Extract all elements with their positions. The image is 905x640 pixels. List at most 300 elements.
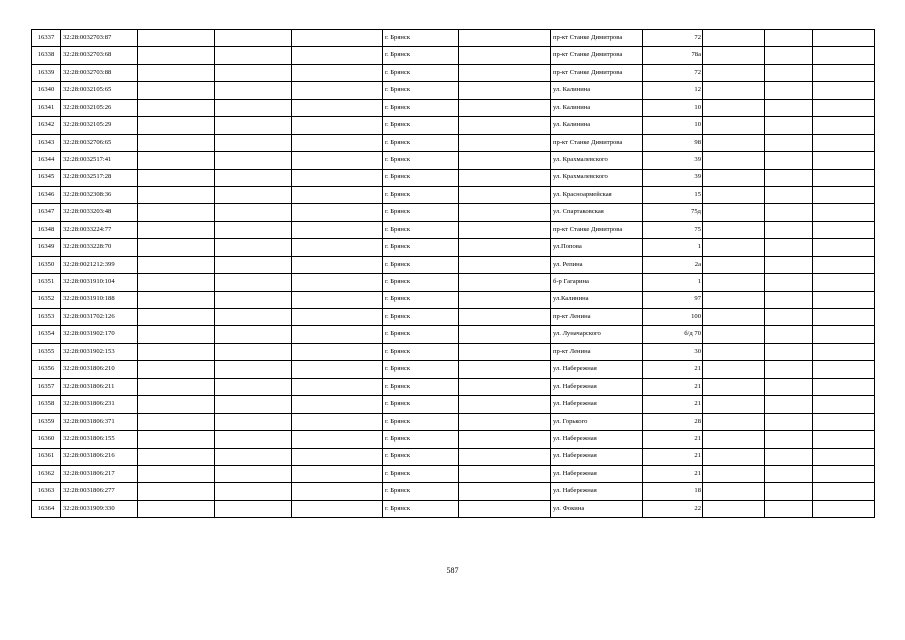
empty-cell: [138, 30, 215, 47]
empty-cell: [215, 309, 292, 326]
empty-cell: [765, 343, 813, 360]
cadastral-number-cell: 32:28:0031702:126: [61, 309, 138, 326]
street-cell: ул. Крахмалевского: [551, 169, 643, 186]
empty-cell: [813, 343, 875, 360]
empty-cell: [138, 117, 215, 134]
house-number-cell: 97: [643, 291, 703, 308]
street-cell: ул. Фокина: [551, 500, 643, 517]
empty-cell: [813, 204, 875, 221]
house-number-cell: 39: [643, 169, 703, 186]
empty-cell: [138, 82, 215, 99]
empty-cell: [765, 465, 813, 482]
empty-cell: [138, 361, 215, 378]
row-number-cell: 16351: [32, 274, 61, 291]
cadastral-number-cell: 32:28:0031902:153: [61, 343, 138, 360]
empty-cell: [765, 274, 813, 291]
empty-cell: [703, 274, 765, 291]
street-cell: ул. Крахмалевского: [551, 152, 643, 169]
cadastral-number-cell: 32:28:0033203:48: [61, 204, 138, 221]
empty-cell: [459, 99, 551, 116]
empty-cell: [703, 465, 765, 482]
cadastral-number-cell: 32:28:0031910:104: [61, 274, 138, 291]
empty-cell: [459, 448, 551, 465]
empty-cell: [765, 64, 813, 81]
cadastral-number-cell: 32:28:0031806:155: [61, 431, 138, 448]
empty-cell: [703, 204, 765, 221]
city-cell: г. Брянск: [383, 99, 459, 116]
house-number-cell: 72: [643, 64, 703, 81]
empty-cell: [138, 396, 215, 413]
register-table: [31, 29, 875, 518]
empty-cell: [459, 378, 551, 395]
empty-cell: [292, 239, 383, 256]
empty-cell: [703, 134, 765, 151]
street-cell: ул. Калинина: [551, 82, 643, 99]
table-row: [32, 30, 875, 47]
empty-cell: [292, 326, 383, 343]
house-number-cell: б/д 70: [643, 326, 703, 343]
cadastral-number-cell: 32:28:0032703:87: [61, 30, 138, 47]
house-number-cell: 75: [643, 221, 703, 238]
empty-cell: [703, 431, 765, 448]
table-row: [32, 343, 875, 360]
city-cell: г. Брянск: [383, 186, 459, 203]
house-number-cell: 21: [643, 465, 703, 482]
city-cell: г. Брянск: [383, 413, 459, 430]
row-number-cell: 16337: [32, 30, 61, 47]
empty-cell: [703, 221, 765, 238]
empty-cell: [215, 30, 292, 47]
cadastral-number-cell: 32:28:0031806:210: [61, 361, 138, 378]
empty-cell: [765, 326, 813, 343]
row-number-cell: 16360: [32, 431, 61, 448]
empty-cell: [138, 186, 215, 203]
empty-cell: [292, 99, 383, 116]
empty-cell: [215, 361, 292, 378]
empty-cell: [813, 396, 875, 413]
empty-cell: [765, 378, 813, 395]
empty-cell: [459, 343, 551, 360]
empty-cell: [215, 378, 292, 395]
empty-cell: [138, 413, 215, 430]
empty-cell: [765, 204, 813, 221]
cadastral-number-cell: 32:28:0031806:231: [61, 396, 138, 413]
row-number-cell: 16348: [32, 221, 61, 238]
empty-cell: [292, 30, 383, 47]
empty-cell: [765, 99, 813, 116]
row-number-cell: 16362: [32, 465, 61, 482]
empty-cell: [215, 82, 292, 99]
table-row: [32, 431, 875, 448]
house-number-cell: 28: [643, 413, 703, 430]
empty-cell: [703, 169, 765, 186]
cadastral-number-cell: 32:28:0032308:36: [61, 186, 138, 203]
empty-cell: [138, 239, 215, 256]
empty-cell: [459, 64, 551, 81]
empty-cell: [765, 47, 813, 64]
empty-cell: [703, 483, 765, 500]
table-row: [32, 256, 875, 273]
empty-cell: [703, 99, 765, 116]
house-number-cell: 1: [643, 239, 703, 256]
empty-cell: [138, 483, 215, 500]
cadastral-number-cell: 32:28:0031909:330: [61, 500, 138, 517]
street-cell: пр-кт Станке Димитрова: [551, 47, 643, 64]
street-cell: пр-кт Станке Димитрова: [551, 221, 643, 238]
empty-cell: [215, 221, 292, 238]
city-cell: г. Брянск: [383, 256, 459, 273]
empty-cell: [459, 500, 551, 517]
row-number-cell: 16355: [32, 343, 61, 360]
empty-cell: [215, 186, 292, 203]
empty-cell: [765, 152, 813, 169]
table-row: [32, 326, 875, 343]
city-cell: г. Брянск: [383, 64, 459, 81]
table-row: [32, 465, 875, 482]
street-cell: пр-кт Станке Димитрова: [551, 64, 643, 81]
empty-cell: [292, 256, 383, 273]
table-row: [32, 274, 875, 291]
street-cell: пр-кт Станке Димитрова: [551, 30, 643, 47]
empty-cell: [813, 256, 875, 273]
empty-cell: [703, 291, 765, 308]
city-cell: г. Брянск: [383, 448, 459, 465]
empty-cell: [459, 256, 551, 273]
empty-cell: [765, 169, 813, 186]
row-number-cell: 16349: [32, 239, 61, 256]
cadastral-number-cell: 32:28:0033224:77: [61, 221, 138, 238]
empty-cell: [292, 64, 383, 81]
empty-cell: [813, 361, 875, 378]
empty-cell: [215, 204, 292, 221]
street-cell: ул. Набережная: [551, 431, 643, 448]
table-row: [32, 239, 875, 256]
street-cell: ул. Луначарского: [551, 326, 643, 343]
empty-cell: [459, 431, 551, 448]
empty-cell: [215, 152, 292, 169]
empty-cell: [703, 500, 765, 517]
empty-cell: [765, 483, 813, 500]
street-cell: б-р Гагарина: [551, 274, 643, 291]
empty-cell: [765, 82, 813, 99]
house-number-cell: 21: [643, 378, 703, 395]
cadastral-number-cell: 32:28:0032703:68: [61, 47, 138, 64]
empty-cell: [703, 326, 765, 343]
empty-cell: [459, 326, 551, 343]
empty-cell: [138, 431, 215, 448]
table-row: [32, 291, 875, 308]
row-number-cell: 16363: [32, 483, 61, 500]
street-cell: ул. Красноармейская: [551, 186, 643, 203]
empty-cell: [138, 204, 215, 221]
empty-cell: [459, 82, 551, 99]
empty-cell: [138, 256, 215, 273]
street-cell: пр-кт Ленина: [551, 309, 643, 326]
row-number-cell: 16339: [32, 64, 61, 81]
empty-cell: [138, 378, 215, 395]
table-row: [32, 483, 875, 500]
house-number-cell: 10: [643, 117, 703, 134]
table-row: [32, 396, 875, 413]
empty-cell: [703, 239, 765, 256]
city-cell: г. Брянск: [383, 309, 459, 326]
cadastral-number-cell: 32:28:0032105:26: [61, 99, 138, 116]
table-row: [32, 64, 875, 81]
empty-cell: [292, 343, 383, 360]
city-cell: г. Брянск: [383, 483, 459, 500]
cadastral-number-cell: 32:28:0032105:29: [61, 117, 138, 134]
city-cell: г. Брянск: [383, 204, 459, 221]
cadastral-number-cell: 32:28:0031806:217: [61, 465, 138, 482]
house-number-cell: 78а: [643, 47, 703, 64]
cadastral-number-cell: 32:28:0032706:65: [61, 134, 138, 151]
row-number-cell: 16345: [32, 169, 61, 186]
house-number-cell: 21: [643, 431, 703, 448]
empty-cell: [292, 431, 383, 448]
city-cell: г. Брянск: [383, 169, 459, 186]
city-cell: г. Брянск: [383, 326, 459, 343]
empty-cell: [138, 448, 215, 465]
city-cell: г. Брянск: [383, 221, 459, 238]
row-number-cell: 16364: [32, 500, 61, 517]
empty-cell: [765, 309, 813, 326]
empty-cell: [138, 152, 215, 169]
empty-cell: [215, 47, 292, 64]
city-cell: г. Брянск: [383, 152, 459, 169]
empty-cell: [459, 169, 551, 186]
row-number-cell: 16353: [32, 309, 61, 326]
empty-cell: [138, 134, 215, 151]
empty-cell: [459, 309, 551, 326]
table-row: [32, 117, 875, 134]
empty-cell: [813, 378, 875, 395]
empty-cell: [292, 361, 383, 378]
street-cell: ул. Калинина: [551, 117, 643, 134]
empty-cell: [813, 221, 875, 238]
empty-cell: [138, 64, 215, 81]
house-number-cell: 18: [643, 483, 703, 500]
empty-cell: [813, 82, 875, 99]
empty-cell: [703, 378, 765, 395]
house-number-cell: 39: [643, 152, 703, 169]
street-cell: ул. Калинина: [551, 99, 643, 116]
row-number-cell: 16352: [32, 291, 61, 308]
table-row: [32, 378, 875, 395]
empty-cell: [459, 361, 551, 378]
empty-cell: [292, 274, 383, 291]
table-row: [32, 361, 875, 378]
empty-cell: [765, 256, 813, 273]
table-row: [32, 221, 875, 238]
empty-cell: [215, 465, 292, 482]
empty-cell: [765, 448, 813, 465]
cadastral-number-cell: 32:28:0032517:41: [61, 152, 138, 169]
house-number-cell: 10: [643, 99, 703, 116]
row-number-cell: 16344: [32, 152, 61, 169]
empty-cell: [459, 204, 551, 221]
row-number-cell: 16338: [32, 47, 61, 64]
empty-cell: [813, 64, 875, 81]
cadastral-number-cell: 32:28:0031806:277: [61, 483, 138, 500]
empty-cell: [813, 465, 875, 482]
row-number-cell: 16350: [32, 256, 61, 273]
row-number-cell: 16347: [32, 204, 61, 221]
empty-cell: [215, 291, 292, 308]
row-number-cell: 16356: [32, 361, 61, 378]
cadastral-number-cell: 32:28:0031806:216: [61, 448, 138, 465]
city-cell: г. Брянск: [383, 361, 459, 378]
empty-cell: [703, 309, 765, 326]
city-cell: г. Брянск: [383, 431, 459, 448]
house-number-cell: 21: [643, 448, 703, 465]
table-row: [32, 186, 875, 203]
empty-cell: [703, 82, 765, 99]
city-cell: г. Брянск: [383, 239, 459, 256]
row-number-cell: 16354: [32, 326, 61, 343]
empty-cell: [215, 256, 292, 273]
empty-cell: [459, 465, 551, 482]
empty-cell: [703, 186, 765, 203]
house-number-cell: 72: [643, 30, 703, 47]
empty-cell: [459, 483, 551, 500]
empty-cell: [765, 239, 813, 256]
empty-cell: [138, 326, 215, 343]
empty-cell: [703, 448, 765, 465]
empty-cell: [292, 448, 383, 465]
street-cell: пр-кт Станке Димитрова: [551, 134, 643, 151]
house-number-cell: 100: [643, 309, 703, 326]
street-cell: ул. Набережная: [551, 483, 643, 500]
empty-cell: [459, 30, 551, 47]
city-cell: г. Брянск: [383, 500, 459, 517]
table-row: [32, 204, 875, 221]
empty-cell: [459, 47, 551, 64]
empty-cell: [292, 82, 383, 99]
table-row: [32, 152, 875, 169]
empty-cell: [138, 47, 215, 64]
empty-cell: [813, 47, 875, 64]
row-number-cell: 16341: [32, 99, 61, 116]
cadastral-number-cell: 32:28:0031902:170: [61, 326, 138, 343]
empty-cell: [765, 396, 813, 413]
cadastral-number-cell: 32:28:0031910:188: [61, 291, 138, 308]
city-cell: г. Брянск: [383, 378, 459, 395]
empty-cell: [138, 221, 215, 238]
empty-cell: [813, 483, 875, 500]
house-number-cell: 22: [643, 500, 703, 517]
empty-cell: [703, 361, 765, 378]
empty-cell: [765, 431, 813, 448]
empty-cell: [703, 152, 765, 169]
empty-cell: [703, 64, 765, 81]
empty-cell: [215, 326, 292, 343]
empty-cell: [292, 169, 383, 186]
row-number-cell: 16358: [32, 396, 61, 413]
empty-cell: [813, 30, 875, 47]
table-row: [32, 47, 875, 64]
city-cell: г. Брянск: [383, 134, 459, 151]
city-cell: г. Брянск: [383, 30, 459, 47]
empty-cell: [215, 396, 292, 413]
empty-cell: [459, 152, 551, 169]
row-number-cell: 16346: [32, 186, 61, 203]
empty-cell: [813, 413, 875, 430]
empty-cell: [703, 117, 765, 134]
city-cell: г. Брянск: [383, 465, 459, 482]
empty-cell: [765, 221, 813, 238]
row-number-cell: 16342: [32, 117, 61, 134]
empty-cell: [459, 413, 551, 430]
empty-cell: [215, 274, 292, 291]
city-cell: г. Брянск: [383, 82, 459, 99]
cadastral-number-cell: 32:28:0031806:211: [61, 378, 138, 395]
empty-cell: [813, 274, 875, 291]
city-cell: г. Брянск: [383, 117, 459, 134]
house-number-cell: 98: [643, 134, 703, 151]
empty-cell: [703, 413, 765, 430]
empty-cell: [765, 117, 813, 134]
empty-cell: [459, 186, 551, 203]
empty-cell: [215, 64, 292, 81]
empty-cell: [813, 117, 875, 134]
empty-cell: [765, 500, 813, 517]
empty-cell: [813, 309, 875, 326]
empty-cell: [215, 99, 292, 116]
empty-cell: [215, 500, 292, 517]
empty-cell: [765, 30, 813, 47]
cadastral-number-cell: 32:28:0021212:399: [61, 256, 138, 273]
street-cell: ул. Набережная: [551, 396, 643, 413]
city-cell: г. Брянск: [383, 343, 459, 360]
empty-cell: [459, 291, 551, 308]
empty-cell: [459, 134, 551, 151]
empty-cell: [292, 378, 383, 395]
empty-cell: [292, 117, 383, 134]
empty-cell: [215, 448, 292, 465]
street-cell: ул. Горького: [551, 413, 643, 430]
empty-cell: [215, 413, 292, 430]
city-cell: г. Брянск: [383, 47, 459, 64]
empty-cell: [215, 169, 292, 186]
empty-cell: [813, 431, 875, 448]
empty-cell: [459, 396, 551, 413]
empty-cell: [292, 291, 383, 308]
row-number-cell: 16340: [32, 82, 61, 99]
street-cell: пр-кт Ленина: [551, 343, 643, 360]
house-number-cell: 30: [643, 343, 703, 360]
empty-cell: [765, 134, 813, 151]
empty-cell: [459, 239, 551, 256]
row-number-cell: 16357: [32, 378, 61, 395]
empty-cell: [765, 186, 813, 203]
empty-cell: [765, 291, 813, 308]
empty-cell: [292, 413, 383, 430]
street-cell: ул. Спартаковская: [551, 204, 643, 221]
street-cell: ул. Набережная: [551, 361, 643, 378]
house-number-cell: 1: [643, 274, 703, 291]
empty-cell: [292, 483, 383, 500]
row-number-cell: 16343: [32, 134, 61, 151]
empty-cell: [138, 99, 215, 116]
empty-cell: [765, 361, 813, 378]
empty-cell: [813, 326, 875, 343]
empty-cell: [765, 413, 813, 430]
empty-cell: [215, 134, 292, 151]
empty-cell: [138, 465, 215, 482]
empty-cell: [292, 204, 383, 221]
page-number: 587: [446, 566, 459, 575]
table-row: [32, 169, 875, 186]
